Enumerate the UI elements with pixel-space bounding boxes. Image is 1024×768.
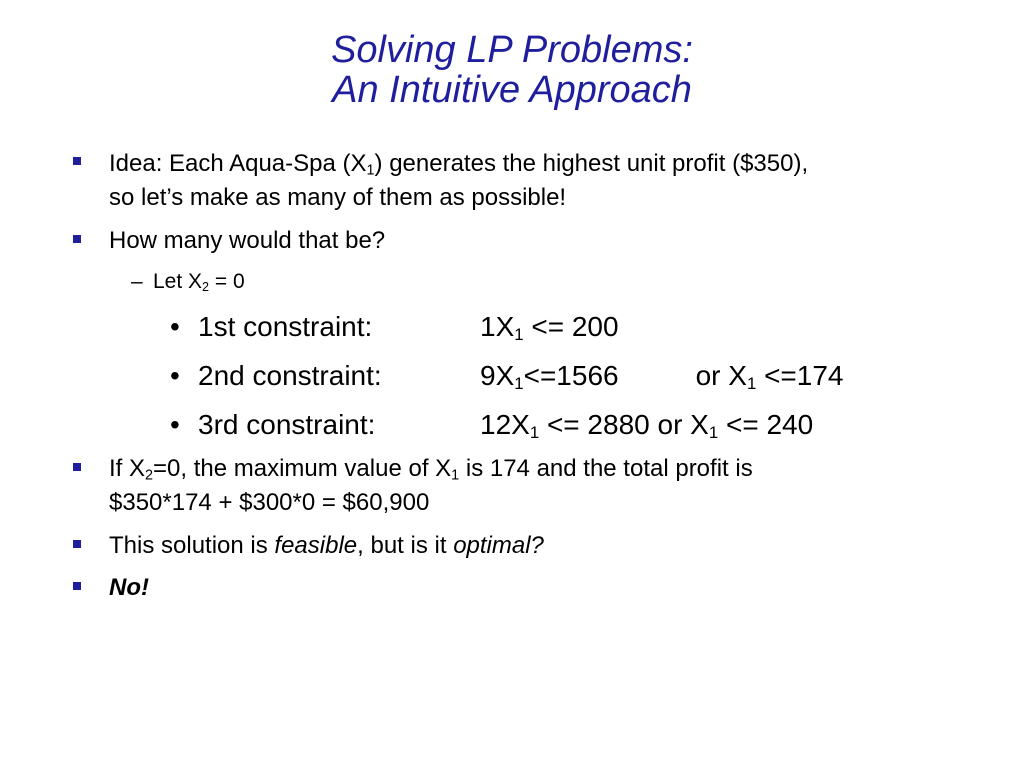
dot-bullet-icon: •: [170, 360, 180, 391]
constraint-expr: <= 240: [718, 409, 814, 440]
square-bullet-icon: [73, 157, 81, 165]
bullet-no: No!: [109, 574, 149, 601]
subscript: 2: [202, 280, 210, 295]
subscript: 1: [529, 423, 540, 443]
bullet-text: Idea: Each Aqua-Spa (X: [109, 150, 367, 177]
constraint-2: [198, 360, 844, 392]
dot-bullet-icon: •: [170, 409, 180, 440]
bullet-text: This solution is: [109, 532, 275, 559]
bullet-text: ) generates the highest unit profit ($350),: [374, 150, 809, 177]
square-bullet-icon: [73, 463, 81, 471]
subscript: 1: [451, 467, 460, 484]
bullet-idea-line2: so let’s make as many of them as possible!: [109, 184, 567, 211]
constraint-expr: <=174: [756, 360, 844, 391]
constraint-label: 1st constraint:: [198, 311, 373, 342]
square-bullet-icon: [73, 235, 81, 243]
constraint-expr: 9X: [480, 360, 515, 391]
bullet-idea: [109, 150, 808, 178]
dash-bullet-icon: –: [131, 270, 143, 293]
bullet-feasible: [109, 532, 544, 560]
constraint-expr: <=1566: [523, 360, 619, 391]
constraint-1: [198, 311, 619, 343]
dot-bullet-icon: •: [170, 311, 180, 342]
title-line-2: An Intuitive Approach: [332, 69, 692, 111]
constraint-expr: <= 2880 or X: [539, 409, 709, 440]
square-bullet-icon: [73, 582, 81, 590]
constraint-3: [198, 409, 813, 441]
constraint-expr: 12X: [480, 409, 530, 440]
square-bullet-icon: [73, 540, 81, 548]
bullet-text: If X: [109, 455, 146, 482]
subscript: 1: [514, 325, 524, 345]
subscript: 1: [708, 423, 719, 443]
subscript: 1: [366, 162, 375, 179]
bullet-if-x2: [109, 455, 753, 483]
emphasis-feasible: feasible: [274, 532, 358, 559]
title-line-1: Solving LP Problems:: [331, 29, 693, 71]
bullet-text: = 0: [209, 270, 245, 293]
sub-bullet-let-x2: [153, 270, 245, 294]
subscript: 1: [514, 374, 524, 394]
bullet-text: =0, the maximum value of X: [153, 455, 452, 482]
bullet-if-x2-line2: $350*174 + $300*0 = $60,900: [109, 489, 430, 516]
bullet-text: Let X: [153, 270, 203, 293]
constraint-expr: <= 200: [523, 311, 619, 342]
constraint-label: 3rd constraint:: [198, 409, 376, 440]
subscript: 1: [746, 374, 757, 394]
constraint-expr: or X: [695, 360, 747, 391]
slide-title: [0, 30, 1024, 110]
bullet-text: is 174 and the total profit is: [459, 455, 753, 482]
constraint-label: 2nd constraint:: [198, 360, 382, 391]
constraint-expr: 1X: [480, 311, 515, 342]
bullet-text: , but is it: [357, 532, 454, 559]
bullet-how-many: How many would that be?: [109, 227, 386, 254]
emphasis-optimal: optimal?: [453, 532, 544, 559]
subscript: 2: [145, 467, 154, 484]
